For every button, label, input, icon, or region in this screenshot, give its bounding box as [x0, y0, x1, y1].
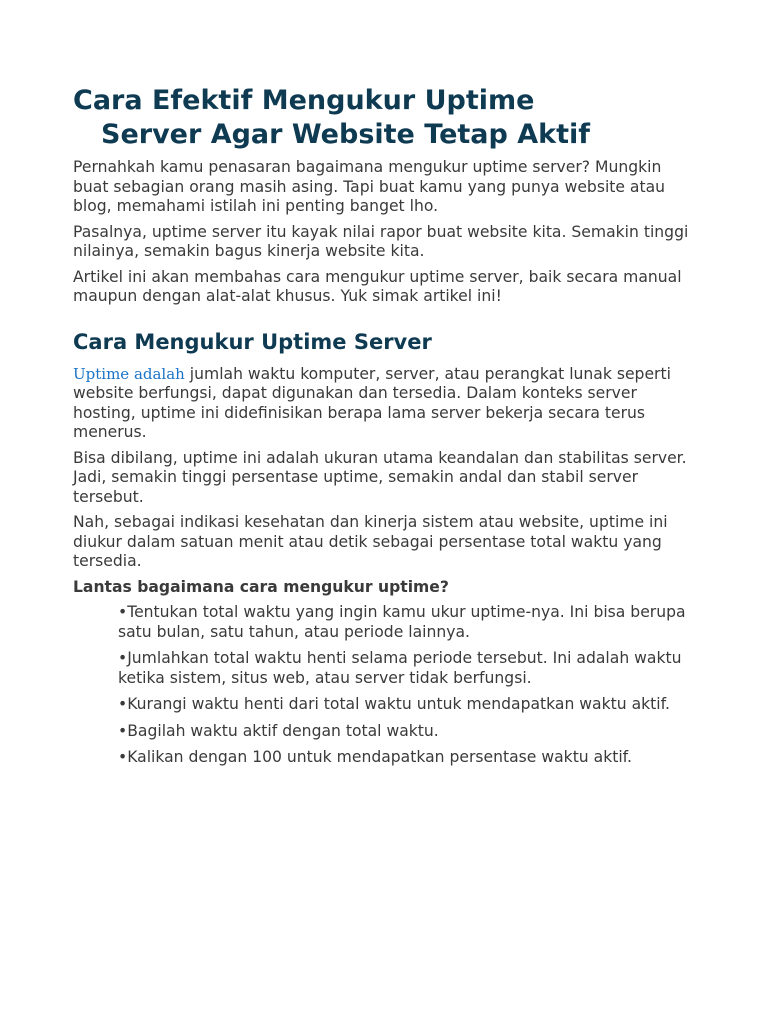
section-heading: Cara Mengukur Uptime Server [73, 329, 432, 354]
steps-question: Lantas bagaimana cara mengukur uptime? [73, 577, 449, 596]
bullet-icon: • [118, 748, 128, 766]
section-paragraph-2: Bisa dibilang, uptime ini adalah ukuran utama keandalan dan stabilitas server. Jadi, semakin tinggi persentase uptime, semakin andal dan stabil server tersebut. [73, 448, 687, 506]
list-item [118, 603, 698, 642]
intro-paragraph-1: Pernahkah kamu penasaran bagaimana mengukur uptime server? Mungkin buat sebagian orang masih asing. Tapi buat kamu yang punya website atau blog, memahami istilah ini penting banget lho. [73, 158, 666, 215]
steps-list [73, 603, 698, 768]
article-title-line2: Server Agar Website Tetap Aktif [101, 119, 591, 150]
section-paragraph-1 [73, 365, 698, 443]
article-title [73, 84, 698, 152]
section-paragraph-1-text: jumlah waktu komputer, server, atau perangkat lunak seperti website berfungsi, dapat digunakan dan tersedia. Dalam konteks server hosting, uptime ini didefinisikan berapa lama server bekerja secara terus menerus. [73, 364, 671, 441]
list-item [118, 748, 698, 768]
step-text: Kurangi waktu henti dari total waktu untuk mendapatkan waktu aktif. [127, 695, 670, 713]
step-text: Jumlahkan total waktu henti selama periode tersebut. Ini adalah waktu ketika sistem, situs web, atau server tidak berfungsi. [118, 649, 682, 687]
list-item [118, 695, 698, 715]
article-title-line1: Cara Efektif Mengukur Uptime [73, 85, 535, 116]
intro-paragraph-3: Artikel ini akan membahas cara mengukur uptime server, baik secara manual maupun dengan alat-alat khusus. Yuk simak artikel ini! [73, 267, 682, 305]
uptime-definition-link[interactable]: Uptime adalah [73, 364, 185, 383]
document-page [73, 84, 698, 775]
step-text: Kalikan dengan 100 untuk mendapatkan persentase waktu aktif. [127, 748, 632, 766]
bullet-icon: • [118, 721, 128, 740]
step-text: Tentukan total waktu yang ingin kamu ukur uptime-nya. Ini bisa berupa satu bulan, satu tahun, atau periode lainnya. [118, 603, 686, 641]
bullet-icon: • [118, 649, 128, 667]
bullet-icon: • [118, 603, 128, 621]
bullet-icon: • [118, 695, 128, 713]
intro-paragraph-2: Pasalnya, uptime server itu kayak nilai rapor buat website kita. Semakin tinggi nilainya, semakin bagus kinerja website kita. [73, 222, 689, 260]
step-text: Bagilah waktu aktif dengan total waktu. [127, 721, 439, 740]
section-paragraph-3: Nah, sebagai indikasi kesehatan dan kinerja sistem atau website, uptime ini diukur dalam satuan menit atau detik sebagai persentase total waktu yang tersedia. [73, 513, 668, 570]
list-item [118, 722, 698, 742]
list-item [118, 649, 698, 688]
